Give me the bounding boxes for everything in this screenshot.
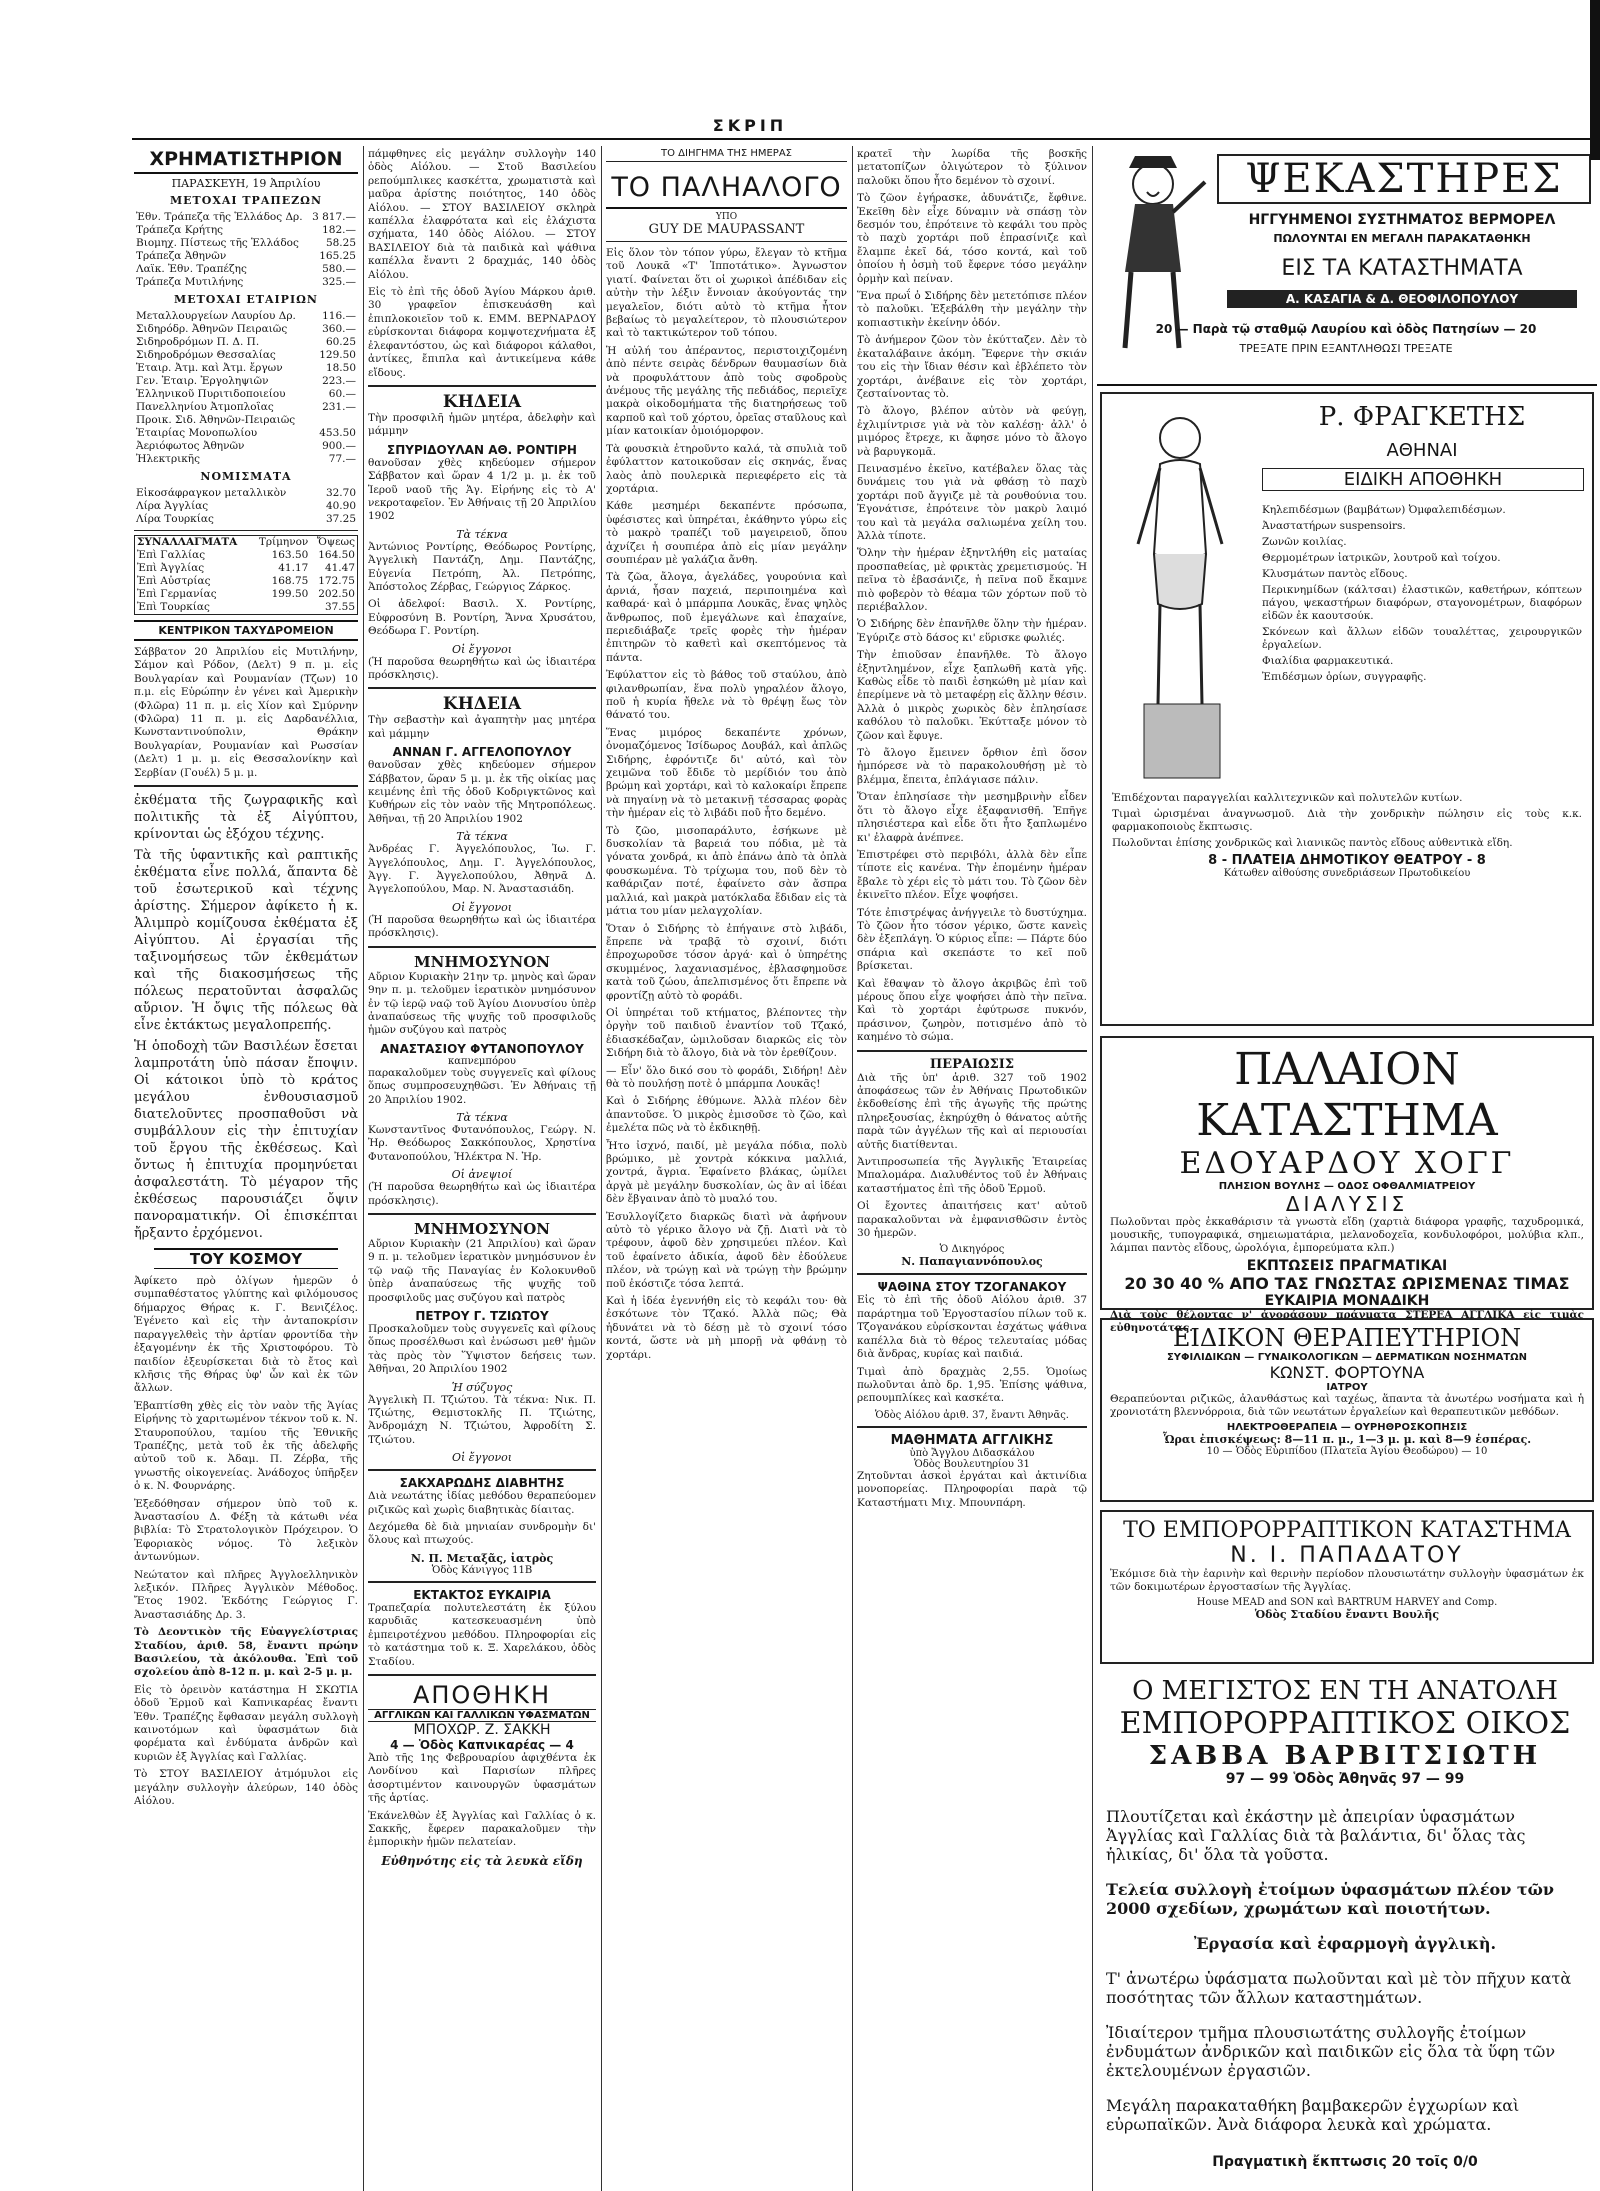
ad-text: Διὰ τοὺς θέλοντας ν' ἀγοράσουν πράγματα ΣΤΕΡΕΑ ΑΓΓΛΙΚΑ εἰς τιμὰς εὐθηνοτάτας. [1110,1309,1584,1334]
table-row [135,562,358,575]
notice-signature: Ὁ Δικηγόρος [939,1244,1005,1256]
row-value [313,414,358,427]
section-heading: ΜΕΤΟΧΑΙ ΤΡΑΠΕΖΩΝ [169,194,322,207]
ad-text: Πωλοῦνται ἐπίσης χονδρικῶς καὶ λιανικῶς παντὸς εἴδους αὐθεντικὰ εἴδη. [1112,837,1513,849]
ad-text: Μεγάλη παρακαταθήκη βαμβακερῶν ἐγχωρίων καὶ εὐρωπαϊκῶν. Ἀνὰ διάφορα λευκὰ καὶ χρώματα. [1106,2096,1520,2134]
table-row [134,453,358,466]
fragketis-city: ΑΘΗΝΑΙ [1386,440,1458,461]
notice-text: Διὰ τῆς ὑπ' ἀριθ. 327 τοῦ 1902 ἀποφάσεως τῶν ἐν Ἀθήναις Πρωτοδικῶν ἐκδοθείσης ἐπὶ τῆς ἀγωγῆς τῆς πρώτης πληρεξουσίας, ἐκηρύχθη ὁ θάνατος αὐτῆς παρὰ τῶν ἀγγέλων τῆς καὶ αἱ περιουσίαι αὐτῆς διατίθενται. [857,1071,1087,1151]
story-paragraph: Ἐπιστρέφει στὸ περιβόλι, ἀλλὰ δὲν εἶπε τίποτε εἰς κανένα. Τὴν ἐπομένην ἡμέραν ἔβαλε τὸ χέρι εἰς τὸ μάτι του. Τὸ ζῶον δὲν ἐκινεῖτο πλέον. Εἶχε ψοφήσει. [857,848,1087,902]
varvitsiotis-owner: ΣΑΒΒΑ ΒΑΡΒΙΤΣΙΩΤΗ [1148,1741,1542,1771]
ad-text: Ἐργασία καὶ ἐφαρμογὴ ἀγγλικὴ. [1193,1934,1497,1953]
table-row [134,224,358,237]
ad-subtitle: ὑπὸ Ἄγγλου Διδασκάλου [909,1447,1035,1459]
papadatou-address: Ὁδὸς Σταδίου ἔναντι Βουλῆς [1254,1608,1440,1621]
column-rule [363,146,364,2191]
story-paragraph: Ὁ Σιδήρης δὲν ἐπανῆλθε ὅλην τὴν ἡμέραν. Ἐγύριζε στὸ δάσος κι' εὕρισκε φωλιές. [857,618,1087,644]
story-paragraph: Κάθε μεσημέρι δεκαπέντε πρόσωπα, ὑφέσιστες καὶ ὑπηρέται, ἐκάθηντο γύρω εἰς τὸ μακρὸ τραπέζι τοῦ μαγειρειοῦ, ὅπου ἀχνίζει ἡ σουπιέρα ἀπὸ εἰς μίαν μεγάλην σουπιέραν μὲ γαλάζια ἄνθη. [606,500,847,566]
story-paragraph: Τὰ ζῶα, ἄλογα, ἀγελάδες, γουρούνια καὶ ἀρνιά, ἦσαν παχειά, περιποιημένα καὶ καθαρά· καὶ ὁ μπάρμπα Λουκᾶς, ἕνας ψηλὸς ἄνθρωπος, ποῦ ἐμεγάλωνε καὶ ἐπαχαίνε, περιεδιάβαζε τρεῖς φορὲς τὴν ἡμέραν ἐπιτηρῶν τὸ καθετὶ καὶ σκεπτόμενος τὰ πάντα. [606,571,847,664]
fortounas-doctor: ΚΩΝΣΤ. ΦΟΡΤΟΥΝΑ [1269,1363,1425,1382]
sprayer-subtitle: ΠΩΛΟΥΝΤΑΙ ΕΝ ΜΕΓΑΛΗ ΠΑΡΑΚΑΤΑΘΗΚΗ [1273,232,1531,245]
hogg-big: ΔΙΑΛΥΣΙΣ [1285,1192,1409,1216]
ad-address: Ὁδὸς Βουλευτηρίου 31 [914,1458,1030,1470]
varvitsiotis-line2: ΕΜΠΟΡΟΡΡΑΠΤΙΚΟΣ ΟΙΚΟΣ [1119,1706,1571,1741]
row-label: Λίρα Ἀγγλίας [136,500,209,512]
ad-title: ΑΠΟΘΗΚΗ [412,1680,552,1709]
row-label: Μεταλλουργείων Λαυρίου Δρ. [136,310,296,322]
section-heading: ΝΟΜΙΣΜΑΤΑ [200,470,292,483]
section-heading: ΤΟΥ ΚΟΣΜΟΥ [154,1248,338,1269]
story-paragraph: Τὸ ἀνήμερον ζῶον τὸν ἐκύτταζεν. Δὲν τὸ ἐκαταλάβαινε ἀκόμη. Ἔφερνε τὴν σκιάν του εἰς τὴν ἴδιαν θέσιν καὶ ἐβλέπετο τὸν χορτάρι, ἀνέβαινε εἰς τὸν χορτάρι, ζεσταίνοντας τὸ. [857,334,1087,400]
row-value: 37.55 [324,601,355,613]
row-value: 580.— [322,263,356,275]
story-paragraph: Τὸ ἄλογο, βλέπον αὐτὸν νὰ φεύγῃ, ἐχλιμίντρισε γιὰ νὰ τὸν καλέσῃ· ἀλλ' ὁ μιμόρος ἔτρεχε, κι ἄφησε μόνο τὸ ἄλογο νὰ βαρυγκομᾶ. [857,405,1087,458]
section-heading: ΜΕΤΟΧΑΙ ΕΤΑΙΡΙΩΝ [174,293,318,306]
notice-text: Τὴν προσφιλῆ ἡμῶν μητέρα, ἀδελφὴν καὶ μάμμην [368,411,596,438]
varvitsiotis-ad [1100,1676,1590,2186]
sprayer-where: ΕΙΣ ΤΑ ΚΑΤΑΣΤΗΜΑΤΑ [1281,256,1523,281]
ad-text: Τιμαὶ ἀπὸ δραχμὰς 2,55. Ὁμοίως πωλοῦνται ἀπὸ δρ. 1,95. Ἐπίσης ψάθινα, ρεπουμπλίκες καὶ κασκέτα. [857,1365,1087,1405]
ad-text: Πλουτίζεται καὶ ἐκάστην μὲ ἀπειρίαν ὑφασμάτων Ἀγγλίας καὶ Γαλλίας διὰ τὰ βαλάντια, δι' ὅλας τὰς ἡλικίας, δι' ὅλα τὰ γοῦστα. [1106,1807,1526,1864]
row-label: Ἐπὶ Γερμανίας [137,588,217,600]
story-paragraph: Ἕνα πρωΐ ὁ Σιδήρης δὲν μετετόπισε πλέον τὸ παλοῦκι. Ἐξεβάλθη τὴν μεγάλην τὴν κοπιαστικὴν ἐκείνην ὁδόν. [857,290,1087,329]
notice-text: Αὔριον Κυριακὴν 21ην τρ. μηνὸς καὶ ὥραν 9ην π. μ. τελοῦμεν ἱερατικὸν μνημόσυνον ἐν τῷ ἱερῷ ναῷ τοῦ Ἁγίου Διονυσίου ὑπὲρ ἀναπαύσεως τῆς ψυχῆς τοῦ προσφιλοῦς ἡμῶν συζύγου καὶ πατρὸς [368,970,596,1037]
row-label: Πανελληνίου Ἀτμοπλοΐας [136,401,274,413]
page-edge [1590,0,1600,160]
column-1 [134,148,358,2188]
sprayer-names: Α. ΚΑΣΑΓΙΑ & Δ. ΘΕΟΦΙΛΟΠΟΥΛΟΥ [1227,290,1577,308]
hogg-discount-detail: 20 30 40 % ΑΠΟ ΤΑΣ ΓΝΩΣΤΑΣ ΩΡΙΣΜΕΝΑΣ ΤΙΜΑΣ [1124,1274,1570,1293]
story-paragraph: Ὅλην τὴν ἡμέραν ἐξηντλήθη εἰς ματαίας προσπαθείας, μὲ φρικτὰς χρεμετισμούς. Ἡ πεῖνα τὸ ἐβασάνιζε, ἡ πεῖνα ποῦ ἔκαμνε πιὸ φοβερὸν τὸ θέαμα τῶν χόρτων ποῦ τὸ περιέβαλλον. [857,547,1087,613]
row-value: 165.25 [319,250,356,262]
bourse-date: ΠΑΡΑΣΚΕΥΗ, 19 Ἀπριλίου [171,177,321,190]
row-label: Βιομηχ. Πίστεως τῆς Ἑλλάδος [136,237,299,249]
fragketis-address: 8 - ΠΛΑΤΕΙΑ ΔΗΜΟΤΙΚΟΥ ΘΕΑΤΡΟΥ - 8 [1208,853,1486,868]
row-label: Τράπεζα Μυτιλήνης [136,276,244,288]
story-paragraph: Τὸ ζῶο, μισοπαράλυτο, ἐσήκωνε μὲ δυσκολίαν τὰ βαρειά του πόδια, μὲ τὰ γόνατα χονδρά, κι ἀπὸ ἐπάνω ἀπὸ τὰ ὀπλὰ φουσκωμένα. Τὸ τρίχωμα του, ποῦ δὲν τὸ καθάριζαν ποτέ, ἐφαίνετο σὰν ἄσπρα μαλλιά, καὶ μακρὰ ματόκλαδα ἔδιδαν εἰς τὰ μάτια του μίαν μελαγχολίαν. [606,824,847,918]
section-heading: ΣΑΚΧΑΡΩΔΗΣ ΔΙΑΒΗΤΗΣ [399,1476,565,1491]
row-label: Ἑταιρίας Μονοπωλίου [136,427,258,439]
fragketis-address-sub: Κάτωθεν αἰθούσης συνεδριάσεων Πρωτοδικείου [1223,868,1471,879]
column-rule [601,146,602,2191]
notice-text: Κωνσταντῖνος Φυτανόπουλος, Γεώργ. Ν. Ἠρ. Θεόδωρος Σακκόπουλος, Χρηστίνα Φυτανοπούλου, Ἠλέκτρα Ν. Ἠρ. [368,1123,596,1163]
fortounas-service: ΗΛΕΚΤΡΟΘΕΡΑΠΕΙΑ — ΟΥΡΗΘΡΟΣΚΟΠΗΣΙΣ [1226,1422,1468,1433]
notice-text: (Ἡ παροῦσα θεωρηθήτω καὶ ὡς ἰδιαιτέρα πρόσκλησις). [368,1181,596,1207]
section-heading: ΚΗΔΕΙΑ [442,391,522,412]
product-line: Ἐπιδέσμων ὁρίων, συγγραφῆς. [1262,671,1427,683]
row-label: Προικ. Σιδ. Ἀθηνῶν-Πειραιῶς [136,414,296,426]
story-paragraph: — Εἶν' ὅλο δικό σου τὸ φοράδι, Σιδήρη! Δὲν θὰ τὸ πουλήσῃ ποτὲ ὁ μπάρμπα Λουκᾶς! [606,1064,847,1090]
ad-text: Τελεία συλλογὴ ἐτοίμων ὑφασμάτων πλέον τῶν 2000 σχεδίων, χρωμάτων καὶ ποιοτήτων. [1106,1880,1554,1918]
notice-text: (Ἡ παροῦσα θεωρηθήτω καὶ ὡς ἰδιαιτέρα πρόσκλησις). [368,655,596,681]
notice-text: Οἱ ἀδελφοί: Βασιλ. Χ. Ροντίρης, Εὐφροσύνη Β. Ροντίρη, Ἄννα Χρυσάτου, Θεόδωρα Γ. Ροντίρη. [368,598,596,638]
notice-text: Προσκαλοῦμεν τοὺς συγγενεῖς καὶ φίλους ὅπως προσέλθωσι καὶ ἑνώσωσι μεθ' ἡμῶν τὰς πρὸς τὸν Ὕψιστον δεήσεις των. Ἀθῆναι, 20 Ἀπριλίου 1902 [368,1323,596,1376]
column-2 [368,148,596,2188]
notice-subhead: Οἱ ἔγγονοι [451,1451,513,1465]
ad-text: Ἐπιδέχονται παραγγελίαι καλλιτεχνικῶν καὶ πολυτελῶν κυτίων. [1112,792,1463,804]
story-paragraph: Τὸ ἄλογο ἔμεινεν ὄρθιον ἐπὶ ὅσον ἠμπόρεσε νὰ τὸ παρακολουθήσῃ μὲ τὸ βλέμμα, ἔπειτα, ἐπλάγιασε πάλιν. [857,747,1087,786]
hogg-discount: ΕΚΠΤΩΣΕΙΣ ΠΡΑΓΜΑΤΙΚΑΙ [1246,1258,1448,1274]
company-shares-table [134,310,358,466]
varvitsiotis-footer: Πραγματικὴ ἔκπτωσις 20 τοῖς 0/0 [1212,2154,1478,2170]
news-item: Εἰς τὸ ἐπὶ τῆς ὁδοῦ Ἁγίου Μάρκου ἀριθ. 30 γραφεῖον ἐπισκευάσθη καὶ ἐπιπλοκοιεῖον τοῦ κ. ΕΜΜ. ΒΕΡΝΑΡΔΟΥ εὑρίσκονται διάφορα κομψοτεχνήματα ἐξ ἐλεφαντόστου, ὡς καὶ διάφοροι κάλαθοι, ἀντίκες, ἔπιπλα καὶ ἀντικείμενα κάθε εἴδους. [368,286,596,379]
story-paragraph: Τὸ ζῶον ἐγήρασκε, ἀδυνάτιζε, ἔφθινε. Ἐκεῖθη δὲν εἶχε δύναμιν νὰ σπάσῃ τὸν δεσμόν του, ἐπρότεινε τὸ κεφάλι του πρὸς τὸ παχὺ χορτάρι ποῦ ἐπρασίνιζε καὶ ἔλαμπε ἐκεῖ δά, τόσο κοντά, καὶ τοῦ ὁποίου ἡ ὀσμὴ τοῦ ἔφερνε τόσο μεγάλην ὀρμὴν καὶ πείναν. [857,192,1087,285]
sprayer-slogan: ΤΡΕΞΑΤΕ ΠΡΙΝ ΕΞΑΝΤΛΗΘΩΣΙ ΤΡΕΞΑΤΕ [1239,342,1453,355]
table-row [134,263,358,276]
row-value: 163.50 [271,549,309,561]
story-paragraph: Οἱ ὑπηρέται τοῦ κτήματος, βλέποντες τὴν ὀργὴν τοῦ παιδιοῦ ἐναντίον τοῦ Τζακό, ἐδιασκέδαζαν, ὡμιλοῦσαν διαρκῶς εἰς τὸν Σιδήρη διὰ τὸ ἄλογο, διὰ νὰ τὸν ἐρεθίζουν. [606,1006,847,1060]
varvitsiotis-address: 97 — 99 Ὁδὸς Ἀθηνᾶς 97 — 99 [1225,1771,1465,1787]
notice-name: ΑΝΝΑΝ Γ. ΑΓΓΕΛΟΠΟΥΛΟΥ [392,745,572,760]
news-item: Νεώτατον καὶ πλῆρες Ἀγγλοελληνικὸν λεξικόν. Πλῆρες Ἀγγλικὸν Μέθοδος. Ἔτος 1902. Ἐκδότης Γεώργιος Γ. Ἀναστασιάδης Δρ. 3. [134,1568,358,1621]
table-row [134,487,358,500]
notice-subhead: καπνεμπόρου [448,1055,516,1067]
story-paragraph: Τότε ἐπιστρέψας ἀνήγγειλε τὸ δυστύχημα. Τὸ ζῶον ἦτο τόσον γέρικο, ὥστε κανεὶς δὲν ἐξεπλάγη. Ὁ κύριος εἶπε: — Πάρτε δύο σπάρια καὶ σκεπάστε το κεῖ ποῦ βρίσκεται. [857,906,1087,973]
row-value: 453.50 [319,427,356,439]
story-paragraph: Ἕνας μιμόρος δεκαπέντε χρόνων, ὀνομαζόμενος Ἰσίδωρος Δουβάλ, καὶ ἀπλῶς Σιδήρης, ἐφρόντιζε δι' αὐτό, καὶ τὸν χειμῶνα τοῦ ἔδιδε τὸ μερίδιόν του ἀπὸ βρώμη καὶ χορτάρι, καὶ τὸ καλοκαίρι ἔπρεπε νὰ πηγαίνῃ νὰ τὸ μετακινῇ τέσσαρας φορὰς τὴν ἡμέραν εἰς τὸ λιβάδι ποῦ ἦτο δεμένο. [606,726,847,820]
section-heading: ΚΗΔΕΙΑ [442,694,522,715]
row-label: Λίρα Τουρκίας [136,513,214,525]
table-row [134,427,358,440]
fragketis-ad [1100,392,1594,1026]
story-paragraph: Ἦτο ἰσχνό, παιδί, μὲ μεγάλα πόδια, πολὺ βρώμικο, μὲ χοντρὰ κόκκινα μαλλιά, χοντρά, ἄγρια. Ἐφαίνετο βλάκας, ὡμίλει ἀργὰ μὲ μεγάλην δυσκολίαν, ὡς ἂν αἱ ἰδέαι δὲν ἔβγαιναν ἀπὸ τὸ μυαλό του. [606,1139,847,1206]
ad-address: Ὁδὸς Κάνιγγος 11Β [431,1564,533,1576]
ad-footer: Εὐθηνότης εἰς τὰ λευκὰ εἴδη [381,1853,583,1868]
table-row [134,323,358,336]
section-heading: ΚΕΝΤΡΙΚΟΝ ΤΑΧΥΔΡΟΜΕΙΟΝ [134,620,358,641]
story-paragraph: Τὰ φουσκιὰ ἐτηροῦντο καλά, τὰ σπυλιὰ τοῦ ἐφύλαττον κατοικοῦσαν εἰς σκηνάς, ἕνας λαὸς ἀπὸ πουλερικὰ περιεφέρετο εἰς τὰ χορτάρια. [606,442,847,495]
column-4 [857,148,1087,2188]
story-paragraph: Ὅταν ἐπλησίασε τὴν μεσημβρινὴν εἶδεν ὅτι τὸ ἄλογο εἶχε ἐξαφανισθῆ. Ἐπῆγε πλησιέστερα καὶ εἶδε ὅτι ἦτο ξαπλωμένο κι' ἐλαφρὰ ἀνέπνεε. [857,791,1087,844]
row-label: Σιδηροδρόμων Θεσσαλίας [136,349,276,361]
row-value: 199.50 [271,588,309,600]
row-value: 116.— [322,310,356,322]
table-row [134,336,358,349]
news-item: Ἐξεδόθησαν σήμερον ὑπὸ τοῦ κ. Ἀναστασίου Δ. Φέξη τὰ κάτωθι νέα βιβλία: Τὸ Στρατολογικὸν Πρόχειρον. Ὁ Ἐφοριακὸς νόμος. Τὸ λεξικὸν ἀντωνύμων. [134,1497,358,1564]
story-title: ΤΟ ΠΑΛΗΑΛΟΓΟ [606,172,847,209]
section-heading: ΕΚΤΑΚΤΟΣ ΕΥΚΑΙΡΙΑ [413,1587,551,1602]
section-heading: ΠΕΡΑΙΩΣΙΣ [929,1056,1015,1072]
story-author: GUY DE MAUPASSANT [606,222,847,242]
hogg-owner: ΕΔΟΥΑΡΔΟΥ ΧΟΓΓ [1179,1146,1515,1181]
notice-signature: Ν. Παπαγιαννόπουλος [901,1255,1043,1269]
story-paragraph: Πεινασμένο ἐκεῖνο, κατέβαλεν ὅλας τὰς δυνάμεις του γιὰ νὰ φθάσῃ τὸ παχὺ χορτάρι ποῦ ἄγγιζε μὲ τὰ ρουθούνια του. Ἐγονάτισε, ἐπρότεινε τὸν μακρὺ λαιμό του καὶ τὰ μεγάλα σαλιωμένα χείλη του. Ἀλλὰ τίποτε. [857,462,1087,542]
row-label: Ἀεριόφωτος Ἀθηνῶν [136,440,245,452]
row-label: Ἐπὶ Αὐστρίας [137,575,211,587]
row-value: 325.— [322,276,356,288]
ad-address: Ὁδὸς Αἰόλου ἀριθ. 37, ἔναντι Ἀθηνᾶς. [875,1409,1069,1421]
section-heading: ΜΝΗΜΟΣΥΝΟΝ [414,1219,550,1238]
story-paragraph: Ἡ αὐλή του ἀπέραντος, περιστοιχιζομένη ἀπὸ πέντε σειρὰς δένδρων θαυμασίων διὰ νὰ προφυλάττουν ἀπὸ τοὺς σφοδροὺς ἀνέμους τῆς μεγάλης τῆς πεδιάδος, περιεῖχε μακρὰ οἰκοδομήματα τῆς διατηρήσεως τοῦ καρποῦ καὶ τοῦ χόρτου, ὀρεῖας σταῦλους καὶ μίαν κατοικίαν ὁμοιόμορφον. [606,344,847,438]
papadatou-ad [1100,1510,1594,1664]
row-value: 40.90 [325,500,356,512]
row-label: Ἐπὶ Ἀγγλίας [137,562,205,574]
ad-text: Τ' ἀνωτέρω ὑφάσματα πωλοῦνται καὶ μὲ τὸν πῆχυν κατὰ ποσότητας τῶν ἄλλων καταστημάτων. [1106,1969,1572,2007]
sprayer-ad [1097,146,1597,386]
news-item: Τὸ ΣΤΟΥ ΒΑΣΙΛΕΙΟΥ ἀτμόμυλοι εἰς μεγάλην συλλογὴν ἀλεύρων, 140 ὁδὸς Αἰόλου. [134,1768,358,1808]
exchange-table [134,535,358,615]
papadatou-suppliers: House MEAD and SON καὶ BARTRUM HARVEY and Comp. [1196,1597,1498,1608]
hogg-sub: ΠΛΗΣΙΟΝ ΒΟΥΛΗΣ — ΟΔΟΣ ΟΦΘΑΛΜΙΑΤΡΕΙΟΥ [1218,1181,1476,1192]
exchange-heading: ΣΥΝΑΛΛΑΓΜΑΤΑ [137,536,238,548]
notice-text: Ἀντιπροσωπεία τῆς Ἀγγλικῆς Ἑταιρείας Μπαλομάρα. Διαλυθέντος τοῦ ἐν Ἀθήναις καταστήματος ἐπὶ τῆς ὁδοῦ Ἑρμοῦ. [857,1156,1087,1195]
hogg-opportunity: ΕΥΚΑΙΡΙΑ ΜΟΝΑΔΙΚΗ [1264,1293,1430,1309]
ad-text: Τιμαὶ ὡρισμέναι ἀναγνωσμοῦ. Διὰ τὴν χονδρικὴν πώλησιν εἰς τοὺς κ.κ. φαρμακοποιοὺς ἔκπτωσις. [1112,808,1582,833]
product-line: Ἀναστατήρων suspensoirs. [1262,520,1406,532]
table-row [134,310,358,323]
ad-text: Δεχόμεθα δὲ διὰ μηνιαίαν συνδρομὴν δι' ὅλους καὶ πτωχούς. [368,1521,596,1547]
hogg-title: ΠΑΛΑΙΟΝ ΚΑΤΑΣΤΗΜΑ [1196,1044,1498,1146]
row-value: 231.— [322,401,356,413]
ad-text: Ζητοῦνται ἀσκοὶ ἐργάται καὶ ἀκτινίδια μονοπορείας. Πληροφορίαι παρὰ τῷ Καταστήματι Μιχ. Μπουνπάρη. [857,1469,1087,1509]
table-row [135,575,358,588]
product-line: Κηλεπιδέσμων (βαμβάτων) Ὀμφαλεπιδέσμων. [1262,504,1506,516]
row-value: 900.— [322,440,356,452]
story-paragraph: Καὶ ἔθαψαν τὸ ἄλογο ἀκριβῶς ἐπὶ τοῦ μέρους ὅπου εἶχε ψοφήσει ἀπὸ τὴν πεῖνα. Καὶ τὸ χορτάρι ἐφύτρωσε πυκνόν, πράσινον, ζωηρὸν, ποτισμένο ἀπὸ τὸ καημένο τὸ σώμα. [857,977,1087,1044]
sprayer-subtitle: ΗΓΓΥΗΜΕΝΟΙ ΣΥΣΤΗΜΑΤΟΣ ΒΕΡΜΟΡΕΛ [1248,212,1556,228]
notice-subhead: Τὰ τέκνα [456,830,508,844]
row-label: Γεν. Ἑταιρ. Ἐργοληψιῶν [136,375,269,387]
ad-subtitle: ΑΓΓΛΙΚΩΝ ΚΑΙ ΓΑΛΛΙΚΩΝ ΥΦΑΣΜΑΤΩΝ [368,1709,596,1722]
ad-text: Ἐκόμισε διὰ τὴν ἐαρινὴν καὶ θερινὴν περίοδον πλουσιωτάτην συλλογὴν ὑφασμάτων ἐκ τῶν δοκιμωτέρων ἐργοστασίων τῆς Ἀγγλίας. [1110,1568,1584,1593]
row-value: 182.— [322,224,356,236]
row-label: Ἑταιρ. Ἀτμ. καὶ Ἀτμ. ἔργων [136,362,283,374]
table-row [134,250,358,263]
bourse-title: ΧΡΗΜΑΤΙΣΤΗΡΙΟΝ [134,148,358,174]
notice-subhead: Οἱ ἔγγονοι [451,900,513,914]
varvitsiotis-line1: Ο ΜΕΓΙΣΤΟΣ ΕΝ ΤΗ ΑΝΑΤΟΛΗ [1132,1676,1558,1706]
row-value: 3 817.— [312,211,356,223]
bank-shares-table [134,211,358,289]
ad-owner: ΜΠΟΧΩΡ. Ζ. ΣΑΚΚΗ [413,1721,551,1738]
table-row [134,401,358,414]
column-3 [606,148,847,2188]
notice-subhead: Οἱ ἀνεψιοί [451,1168,513,1182]
section-heading: ΨΑΘΙΝΑ ΣΤΟΥ ΤΖΟΓΑΝΑΚΟΥ [877,1280,1067,1295]
table-row [134,513,358,526]
post-schedule: Σάββατον 20 Ἀπριλίου εἰς Μυτιλήνην, Σάμον καὶ Ρόδον, (Δελτ) 9 π. μ. εἰς Βουλγαρίαν καὶ Ρουμανίαν (Τζων) 10 π.μ. εἰς Εὐρώπην ἐν γένει καὶ Ἀμερικὴν (Φλῶρα) 11 π. μ. εἰς Χίον καὶ Σμύρνην (Φλῶρα) 11 π. μ. εἰς Δαρδανέλλια, Κωνσταντινούπολιν, Θράκην Βουλγαρίαν, Ρουμανίαν καὶ Ρωσσίαν (Δελτ) 1 μ. μ. εἰς Θεσσαλονίκην καὶ Σερβίαν (Γουέλ) 5 μ. μ. [134,646,358,779]
table-row [134,414,358,427]
table-row [134,440,358,453]
fragketis-item-list [1262,504,1582,687]
sprayer-title: ΨΕΚΑΣΤΗΡΕΣ [1217,154,1591,204]
fortounas-sub: ΣΥΦΙΛΙΔΙΚΩΝ — ΓΥΝΑΙΚΟΛΟΓΙΚΩΝ — ΔΕΡΜΑΤΙΚΩΝ ΝΟΣΗΜΑΤΩΝ [1166,1352,1528,1363]
notice-subhead: Τὰ τέκνα [456,527,508,541]
story-paragraph: Τὴν ἐπιοῦσαν ἐπανῆλθε. Τὸ ἄλογο ἐξηντλημένον, εἶχε ξαπλωθῆ κατὰ γῆς. Καθὼς εἶδε τὸ παιδὶ ἐσηκώθη μὲ μίαν καὶ ἐπερίμενε νὰ τὸ μεταφέρῃ εἰς ἄλλην θέσιν. Ἀλλὰ ὁ μικρὸς χωρικὸς δὲν ἐπλησίασε καθόλου τὸ παλοῦκι. Ἐκύτταξε μόνον τὸ ζῶον καὶ ἔφυγε. [857,649,1087,742]
notice-text: Τὴν σεβαστὴν καὶ ἀγαπητὴν μας μητέρα καὶ μάμμην [368,714,596,740]
table-row [134,362,358,375]
fragketis-store: ΕΙΔΙΚΗ ΑΠΟΘΗΚΗ [1262,468,1584,491]
product-line: Θερμομέτρων ἰατρικῶν, λουτροῦ καὶ τοίχου. [1262,552,1501,564]
product-line: Σκόνεων καὶ ἄλλων εἰδῶν τουαλέττας, χειρουργικῶν ἐργαλείων. [1262,626,1582,651]
row-value: 37.25 [325,513,356,525]
story-paragraph: Καὶ ὁ Σιδήρης ἐθύμωνε. Ἀλλὰ πλέον δὲν ἀπαντοῦσε. Ὁ μικρὸς ἐμισοῦσε τὸ ζῶο, καὶ ἐμελέτα πῶς νὰ τὸ ἐκδικηθῇ. [606,1095,847,1135]
section-heading: ΜΑΘΗΜΑΤΑ ΑΓΓΛΙΚΗΣ [890,1432,1054,1448]
table-row [135,588,358,601]
ad-text: Ἀπὸ τῆς 1ης Φεβρουαρίου ἀφιχθέντα ἐκ Λονδίνου καὶ Παρισίων πλῆρες ἀσορτιμέντον καινουργῶν ὑφασμάτων τῆς ἀρτίας. [368,1751,596,1805]
table-row [134,500,358,513]
ad-address: 4 — Ὁδὸς Καπνικαρέας — 4 [390,1737,574,1752]
section-heading: ΜΝΗΜΟΣΥΝΟΝ [414,952,550,971]
papadatou-owner: Ν. Ι. ΠΑΠΑΔΑΤΟΥ [1230,1543,1464,1568]
article-paragraph: ἐκθέματα τῆς ζωγραφικῆς καὶ πολιτικῆς τὰ ἐξ Αἰγύπτου, κρίνονται ὡς ἐξόχου τέχνης. [134,793,358,843]
story-paragraph: Ἐφύλαττον εἰς τὸ βάθος τοῦ σταύλου, ἀπὸ φιλανθρωπίαν, ἕνα πολὺ γηραλέον ἄλογο, ποῦ ἡ κυρία ἤθελε νὰ τὸ θρέψῃ ἕως τὸν θάνατό του. [606,669,847,722]
fortounas-address: 10 — Ὁδὸς Εὐριπίδου (Πλατεῖα Ἁγίου Θεοδώρου) — 10 [1206,1446,1488,1457]
exchange-col-head: Ὄψεως [317,536,355,548]
fortounas-title: ΕΙΔΙΚΟΝ ΘΕΡΑΠΕΥΤΗΡΙΟΝ [1172,1324,1522,1352]
table-row [135,601,358,615]
ad-text: Τραπεζαρία πολυτελεστάτη ἐκ ξύλου καρυδιᾶς κατεσκευασμένη ὑπὸ ἐμπειροτέχνου μεθόδου. Πληροφορίαι εἰς τὸ κατάστημα τοῦ κ. Ξ. Χαρελάκου, ὁδὸς Σταδίου. [368,1601,596,1668]
ad-text: Διὰ νεωτάτης ἰδίας μεθόδου θεραπεύομεν ριζικῶς καὶ χωρὶς διαβητικὰς δίαιτας. [368,1490,596,1516]
row-value: 223.— [322,375,356,387]
row-label: Ἑλληνικοῦ Πυριτιδοποιείου [136,388,286,400]
row-label: Τράπεζα Ἀθηνῶν [136,250,227,262]
row-value: 41.17 [278,562,309,574]
news-item: Ἀφίκετο πρὸ ὀλίγων ἡμερῶν ὁ συμπαθέστατος γλύπτης καὶ φιλόμουσος δήμαρχος Θήρας κ. Γ. Βενιζέλος. Ἐγένετο καὶ εἰς τὴν ἀνταποκρίσιν παραγγελθεὶς τὴν ἀρτίαν φροντίδα τὴν ἐξαγομένην ἐκ τῆς Χριστοφόρου. Τὸ παιδίον ἐξευρίσκεται διὰ τὸ ἔτος καὶ κλῆσις τῆς Θήρας ὑφ' ὧν καὶ ἐκ τῶν ἄλλων. [134,1275,358,1395]
row-value: 360.— [322,323,356,335]
row-label: Σιδηροδρόμων Π. Δ. Π. [136,336,260,348]
news-item: Τὸ Δεοντικὸν τῆς Εὐαγγελίστριας Σταδίου, ἀριθ. 58, ἔναντι πρώην Βασιλείου, τὰ ἀκόλουθα. Ἐπὶ τοῦ σχολείου ἀπὸ 8-12 π. μ. καὶ 2-5 μ. μ. [134,1626,358,1679]
ad-text: Θεραπεύονται ριζικῶς, ἀλανθάστως καὶ ταχέως, ἅπαντα τὰ ἀνωτέρω νοσήματα καὶ ἡ χρονιοτάτη βλεννόρροια, διὰ τῶν νεωτάτων ἐργαλείων καὶ θεραπευτικῶν μεθόδων. [1110,1393,1584,1418]
row-value: 172.75 [318,575,355,587]
notice-name: ΑΝΑΣΤΑΣΙΟΥ ΦΥΤΑΝΟΠΟΥΛΟΥ [380,1041,584,1056]
header-rule [132,138,1600,140]
story-paragraph: Ἐσυλλογίζετο διαρκῶς διατὶ νὰ ἀφήνουν αὐτὸ τὸ γέρικο ἄλογο νὰ ζῇ. Διατὶ νὰ τὸ τρέφουν, ἀφοῦ δὲν χρησιμεύει πλέον. Καὶ τοῦ ἐφαίνετο ἀδικία, ἀφοῦ δὲν ἐδούλευε πλέον, νὰ τρώγῃ καὶ νὰ τρώγῃ τὴν βρώμην ποῦ ἐκόστιζε τόσα λεπτά. [606,1210,847,1290]
ad-text: Ἰδιαίτερον τμῆμα πλουσιωτάτης συλλογῆς ἐτοίμων ἐνδυμάτων ἀνδρικῶν καὶ παιδικῶν εἰς ὅλα τὰ ὕφη τῶν ἐκτελουμένων ἐργασιῶν. [1106,2023,1556,2080]
hogg-ad [1100,1036,1594,1334]
notice-text: (Ἡ παροῦσα θεωρηθήτω καὶ ὡς ἰδιαιτέρα πρόσκλησις). [368,913,596,940]
story-label: ΤΟ ΔΙΗΓΗΜΑ ΤΗΣ ΗΜΕΡΑΣ [606,148,847,162]
fortounas-ad [1100,1318,1594,1502]
fragketis-name: Ρ. ΦΡΑΓΚΕΤΗΣ [1318,402,1526,432]
product-line: Περικνημίδων (κάλτσαι) ἐλαστικῶν, καθετήρων, κόπτεων πάγου, ψεκαστήρων διαφόρων, σταγονομέτρων, διαφόρων εἰδῶν ἐκ καουτσούκ. [1262,584,1582,622]
row-label: Ἠλεκτρικῆς [136,453,200,465]
row-value: 129.50 [319,349,356,361]
row-value: 58.25 [325,237,356,249]
table-row [134,237,358,250]
masthead: ΣΚΡΙΠ [712,116,788,135]
figure-illustration [1108,404,1258,784]
table-row [134,211,358,224]
fortounas-doctor-sub: ΙΑΤΡΟΥ [1326,1382,1368,1393]
sprayer-address: 20 — Παρὰ τῷ σταθμῷ Λαυρίου καὶ ὁδὸς Πατησίων — 20 [1155,322,1537,336]
row-value: 18.50 [325,362,356,374]
table-row [135,549,358,562]
notice-name: ΠΕΤΡΟΥ Γ. ΤΖΙΩΤΟΥ [415,1309,549,1323]
row-value: 202.50 [318,588,355,600]
article-paragraph: Τὰ τῆς ὑφαντικῆς καὶ ραπτικῆς ἐκθέματα εἶνε πολλά, ἅπαντα δὲ τοῦ ἐσωτερικοῦ καὶ τέχνης ἀρίστης. Σήμερον ἀφίκετο ἡ κ. Ἀλιμπρὸ κομίζουσα ἐκθέματα ἐξ Αἰγύπτου. Αἱ ἐργασίαι τῆς ταξινομήσεως τῶν ἐκθεμάτων καὶ τῆς διακοσμήσεως τῆς πόλεως περατοῦνται ἀσφαλῶς αὔριον. Ἡ ὄψις τῆς πόλεως θὰ εἶνε ἐκτάκτως μεγαλοπρεπής. [134,848,358,1034]
row-label: Εἰκοσάφραγκον μεταλλικὸν [136,487,287,499]
notice-text: Ἀγγελικὴ Π. Τζιώτου. Τὰ τέκνα: Νικ. Π. Τζιώτης, Θεμιστοκλῆς Π. Τζιώτης, Ἀνδρομάχη Ν. Τζιώτου, Ἀφροδίτη Σ. Τζιώτου. [368,1393,596,1446]
column-rule [852,146,853,2191]
row-value: 60.— [328,388,356,400]
notice-text: Ἀντώνιος Ροντίρης, Θεόδωρος Ροντίρης, Ἀγγελικὴ Παντάζη, Δημ. Παντάζης, Εὐγενία Πετρόπη, Ἀλ. Πετρόπης, Ἀπόστολος Ζέρβας, Γεώργιος Ζάρκος. [368,540,596,593]
row-value [251,601,310,615]
exchange-col-head: Τρίμηνον [258,536,309,548]
row-value: 60.25 [325,336,356,348]
column-rule [1092,146,1093,2191]
notice-text: θανοῦσαν χθὲς κηδεύομεν σήμερον Σάββατον καὶ ὥραν 4 1/2 μ. μ. ἐκ τοῦ Ἱεροῦ ναοῦ τῆς Ἁγ. Εἰρήνης εἰς τὸ Α' νεκροταφεῖον. Ἐν Ἀθήναις τῇ 20 Ἀπριλίου 1902 [368,456,596,523]
article-paragraph: Ἡ ὁποδοχὴ τῶν Βασιλέων ἔσεται λαμπροτάτη ὑπὸ πάσαν ἔποψιν. Οἱ κάτοικοι ὑπὸ τὸ κράτος μεγάλου ἐνθουσιασμοῦ διατελοῦντες προσπαθοῦσι νὰ συμβάλλουν εἰς τὴν ἐπιτυχίαν τοῦ ἔργου τῆς ἐκθέσεως. Καὶ ὄντως ἡ ἐπιτυχία προμηνύεται ἀσφαλεστάτη. Τὸ μέγαρον τῆς ἐκθέσεως παρουσιάζει ὄψιν πανοραματικήν. Οἱ ἐπισκέπται ἤρξαντο ἐρχόμενοι. [134,1039,358,1242]
row-label: Λαϊκ. Ἐθν. Τραπέζης [136,263,247,275]
table-row [134,375,358,388]
ad-text: Πωλοῦνται πρὸς ἐκκαθάρισιν τὰ γνωστὰ εἴδη (χαρτιὰ διάφορα γραφῆς, ταχυδρομικά, μουσικῆς, τυπογραφικά, σημειωματάρια, μελανοδοχεῖα, κονδυλοφόροι, μολύβια κλπ., λάμπαι παντὸς εἴδους, ὡρολόγια, ἐμπορεύματα κλπ.) [1110,1216,1584,1254]
row-label: Σιδηρόδρ. Ἀθηνῶν Πειραιῶς [136,323,288,335]
table-row [134,276,358,289]
row-value: 41.47 [324,562,355,574]
notice-text: Οἱ ἔχοντες ἀπαιτήσεις κατ' αὐτοῦ παρακαλοῦνται νὰ ἐμφανισθῶσιν ἐντὸς 30 ἡμερῶν. [857,1200,1087,1240]
table-row [134,349,358,362]
row-value: 168.75 [271,575,309,587]
notice-subhead: Ἡ σύζυγος [451,1380,513,1394]
notice-name: ΣΠΥΡΙΔΟΥΛΑΝ ΑΘ. ΡΟΝΤΙΡΗ [387,442,577,457]
notice-subhead: Οἱ ἔγγονοι [451,642,513,656]
product-line: Φιαλίδια φαρμακευτικά. [1262,655,1394,667]
notice-text: θανοῦσαν χθὲς κηδεύομεν σήμερον Σάββατον, ὥραν 5 μ. μ. ἐκ τῆς οἰκίας μας κειμένης ἐπὶ τῆς ὁδοῦ Κοδριγκτῶνος καὶ Κυθήρων εἰς τὸν ναὸν τῆς Μητροπόλεως. Ἀθῆναι, τῇ 20 Ἀπριλίου 1902 [368,759,596,825]
notice-text: Αὔριον Κυριακὴν (21 Ἀπριλίου) καὶ ὥραν 9 π. μ. τελοῦμεν ἱερατικὸν μνημόσυνον ἐν τῷ ναῷ τῆς Παναγίας ἐν Κολοκυνθοῦ ὑπὲρ ἀναπαύσεως τῆς ψυχῆς τοῦ προσφιλοῦς μας συζύγου καὶ πατρὸς [368,1237,596,1304]
news-item: πάμφθηνες εἰς μεγάλην συλλογὴν 140 ὁδὸς Αἰόλου. — Στοῦ Βασιλείου ρεπούμπλικες κασκέττα, χρωματιστὰ καὶ μαῦρα ἀρίστης ποιότητος, 140 ὁδὸς Αἰόλου. — ΣΤΟΥ ΒΑΣΙΛΕΙΟΥ σκληρὰ καπέλλα ἐλαφρότατα καὶ εἰς ἐλάχιστα σχήματα, 140 ὁδὸς Αἰόλου. — ΣΤΟΥ ΒΑΣΙΛΕΙΟΥ διὰ τὰ παιδικὰ καὶ ψάθινα καπέλλα ἔναντι 2 δραχμάς, 140 ὁδὸς Αἰόλου. [368,148,596,281]
table-row [134,388,358,401]
news-item: Ἐβαπτίσθη χθὲς εἰς τὸν ναὸν τῆς Ἁγίας Εἰρήνης τὸ χαριτωμένον τέκνον τοῦ κ. Ν. Σταυροπούλου, ταμίου τῆς Ἐθνικῆς Τραπέζης, μετὰ τοῦ ἐκ τῆς ἀδελφῆς αὐτοῦ τοῦ κ. Ἀδαμ. Π. Ζέρβα, τῆς γνωστῆς οἰκογενείας. Ἀνάδοχος ὑπῆρξεν ὁ κ. Ν. Φουρνάρης. [134,1399,358,1493]
row-value: 164.50 [318,549,355,561]
fortounas-hours: Ὧραι ἐπισκέψεως: 8—11 π. μ., 1—3 μ. μ. καὶ 8—9 ἑσπέρας. [1162,1433,1532,1446]
story-paragraph: Ὅταν ὁ Σιδήρης τὸ ἐπήγαινε στὸ λιβάδι, ἔπρεπε νὰ τραβᾷ τὸ σχοινί, διότι ἐπροχωροῦσε τόσον ἀργά· καὶ ὁ ὑπηρέτης σκυμμένος, λαχανιασμένος, ἐβλασφημοῦσε κατὰ τοῦ ζώου, ἀπελπισμένος ὅτι ἔπρεπε νὰ φροντίζῃ αὐτὸ τὸ φοράδι. [606,922,847,1002]
row-label: Ἐθν. Τράπεζα τῆς Ἑλλάδος Δρ. [136,211,303,223]
notice-text: Ἀνδρέας Γ. Ἀγγελόπουλος, Ἰω. Γ. Ἀγγελόπουλος, Δημ. Γ. Ἀγγελόπουλος, Ἀγγ. Γ. Ἀγγελοπούλου, Ἀθηνᾶ Δ. Ἀγγελοπούλου, Μαρ. Ν. Ἀναστασιάδη. [368,843,596,896]
news-item: Εἰς τὸ ὀρεινὸν κατάστημα Η ΣΚΩΤΙΑ ὁδοῦ Ἑρμοῦ καὶ Καπνικαρέας ἔναντι Ἐθν. Τραπέζης ἔφθασαν μεγάλη συλλογὴ καινοτόμων καὶ ὑφασμάτων διὰ φορέματα καὶ ἐνδύματα ἀνδρῶν καὶ κυριῶν ἐξ Ἀγγλίας καὶ Γαλλίας. [134,1683,358,1763]
product-line: Κλυσμάτων παντὸς εἴδους. [1262,568,1408,580]
ad-text: Ἐκάνελθὼν ἐξ Ἀγγλίας καὶ Γαλλίας ὁ κ. Σακκῆς, ἔφερεν παρακαλοῦμεν τὴν ἐμπορικὴν ἡμῶν πελατείαν. [368,1809,596,1849]
story-paragraph: Καὶ ἡ ἰδέα ἐγεννήθη εἰς τὸ κεφάλι του· θὰ ἐσκότωνε τὸν Τζακό. Ἀλλὰ πῶς; Θὰ ἠδυνάτει νὰ τὸ δέσῃ μὲ τὸ σχοινί τόσο κοντά, ὥστε νὰ μὴ μπορῇ νὰ φθάνῃ τὸ χορτάρι. [606,1295,847,1361]
notice-text: παρακαλοῦμεν τοὺς συγγενεῖς καὶ φίλους ὅπως συμπροσευχηθῶσι. Ἐν Ἀθήναις τῇ 20 Ἀπριλίου 1902. [368,1066,596,1106]
row-label: Ἐπὶ Γαλλίας [137,549,206,561]
ad-text: Εἰς τὸ ἐπὶ τῆς ὁδοῦ Αἰόλου ἀριθ. 37 παράρτημα τοῦ Ἐργοστασίου πίλων τοῦ κ. Τζογανάκου εὑρίσκονται ἐσχάτως ψάθινα καπέλλα διὰ τὸ θέρος τελευταίας μόδας διὰ ἄνδρας, κυρίας καὶ παιδιά. [857,1294,1087,1361]
row-label: Ἐπὶ Τουρκίας [137,601,210,613]
papadatou-title: ΤΟ ΕΜΠΟΡΟΡΡΑΠΤΙΚΟΝ ΚΑΤΑΣΤΗΜΑ [1123,1518,1571,1543]
row-value: 77.— [328,453,356,465]
notice-subhead: Τὰ τέκνα [456,1110,508,1124]
ad-signature: Ν. Π. Μεταξᾶς, ἰατρὸς [410,1551,554,1565]
row-value: 32.70 [325,487,356,499]
product-line: Ζωνῶν κοιλίας. [1262,536,1347,548]
story-paragraph: κρατεῖ τὴν λωρίδα τῆς βοσκῆς μετατοπίζων ὀλιγώτερον τὸ ξύλινον παλοῦκι ὅπου ἦτο δεμένον τὸ σχοινί. [857,148,1087,187]
story-paragraph: Εἰς ὅλον τὸν τόπον γύρω, ἔλεγαν τὸ κτῆμα τοῦ Λουκᾶ «Τ' Ἱπποτάτικο». Ἀγνωστον γιατί. Φαίνεται ὅτι οἱ χωρικοὶ ἀπέδιδαν εἰς αὐτὴν τὴν λέξιν ἔννοιαν ἀκούγοντάς την μεγαλεῖον, διότι αὐτὸ τὸ κτῆμα ἦτον βεβαίως τὸ μεγαλείτερον, τὸ πλουσιώτερον καὶ τὸ τακτικώτερον τοῦ τόπου. [606,247,847,340]
currency-table [134,487,358,526]
row-label: Τράπεζα Κρήτης [136,224,224,236]
story-by: ΥΠΟ [715,212,738,222]
